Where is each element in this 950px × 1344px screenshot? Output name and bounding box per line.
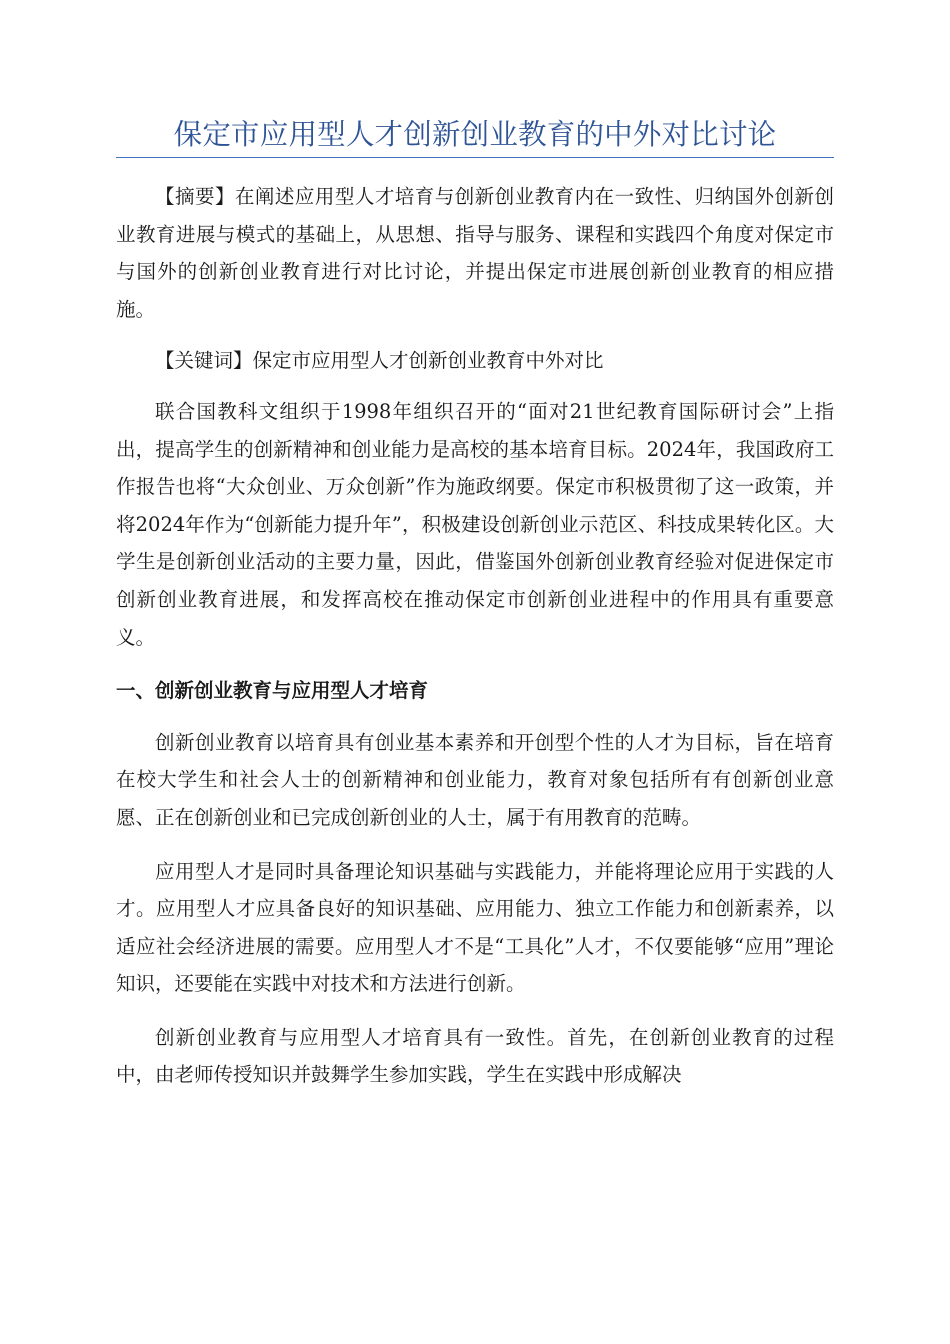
document-title: 保定市应用型人才创新创业教育的中外对比讨论 xyxy=(173,118,777,151)
document-page xyxy=(116,0,834,1094)
section-paragraph-3: 创新创业教育与应用型人才培育具有一致性。首先，在创新创业教育的过程中，由老师传授知识并鼓舞学生参加实践，学生在实践中形成解决 xyxy=(116,1025,834,1087)
section-paragraph-1: 创新创业教育以培育具有创业基本素养和开创型个性的人才为目标，旨在培育在校大学生和社会人士的创新精神和创业能力，教育对象包括所有有创新创业意愿、正在创新创业和已完成创新创业的人士，属于有用教育的范畴。 xyxy=(116,730,834,829)
abstract-text: 在阐述应用型人才培育与创新创业教育内在一致性、归纳国外创新创业教育进展与模式的基础上，从思想、指导与服务、课程和实践四个角度对保定市与国外的创新创业教育进行对比讨论，并提出保定市进展创新创业教育的相应措施。 xyxy=(116,185,834,321)
intro-paragraph: 联合国教科文组织于1998年组织召开的“面对21世纪教育国际研讨会”上指出，提高学生的创新精神和创业能力是高校的基本培育目标。2024年，我国政府工作报告也将“大众创业、万众创新”作为施政纲要。保定市积极贯彻了这一政策，并将2024年作为“创新能力提升年”，积极建设创新创业示范区、科技成果转化区。大学生是创新创业活动的主要力量，因此，借鉴国外创新创业教育经验对促进保定市创新创业教育进展，和发挥高校在推动保定市创新创业进程中的作用具有重要意义。 xyxy=(116,399,834,649)
abstract-paragraph xyxy=(116,178,834,328)
section-heading: 一、创新创业教育与应用型人才培育 xyxy=(116,679,429,703)
keywords-label: 【关键词】 xyxy=(155,349,253,373)
keywords-paragraph xyxy=(116,342,834,380)
title-underline xyxy=(116,157,834,158)
keywords-text: 保定市应用型人才创新创业教育中外对比 xyxy=(252,349,604,373)
section-paragraph-2: 应用型人才是同时具备理论知识基础与实践能力，并能将理论应用于实践的人才。应用型人才应具备良好的知识基础、应用能力、独立工作能力和创新素养，以适应社会经济进展的需要。应用型人才不是“工具化”人才，不仅要能够“应用”理论知识，还要能在实践中对技术和方法进行创新。 xyxy=(116,859,834,996)
abstract-label: 【摘要】 xyxy=(155,185,235,208)
